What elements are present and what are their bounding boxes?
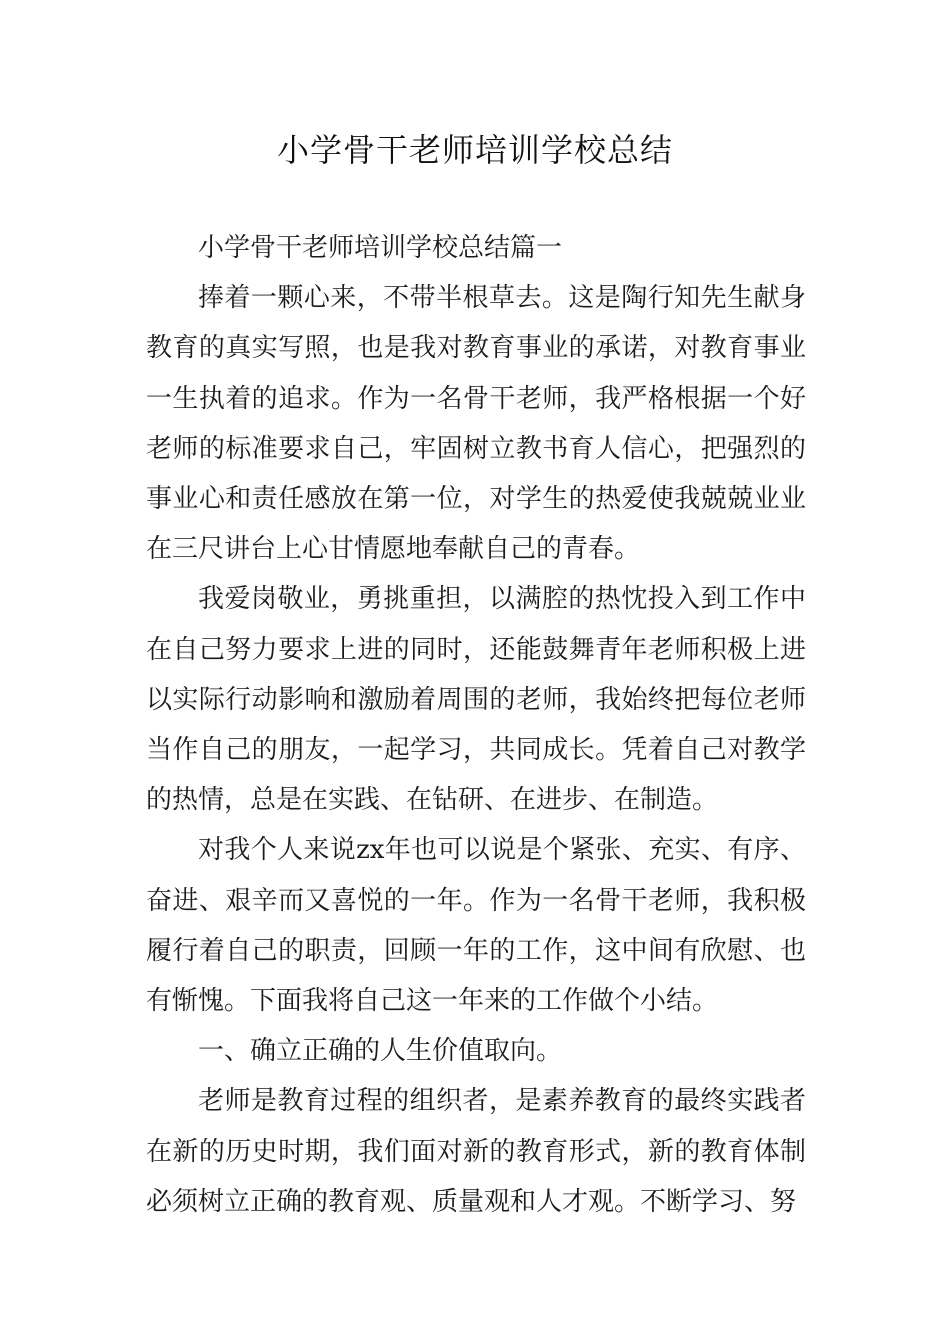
paragraph-1: 捧着一颗心来，不带半根草去。这是陶行知先生献身教育的真实写照，也是我对教育事业的承诺，对教育事业一生执着的追求。作为一名骨干老师，我严格根据一个好老师的标准要求自己，牢固树立教书育人信心，把强烈的事业心和责任感放在第一位，对学生的热爱使我兢兢业业在三尺讲台上心甘情愿地奉献自己的青春。 xyxy=(146,283,806,565)
paragraph-3: 对我个人来说zx年也可以说是个紧张、充实、有序、奋进、艰辛而又喜悦的一年。作为一名骨干老师，我积极履行着自己的职责，回顾一年的工作，这中间有欣慰、也有惭愧。下面我将自己这一年来的工作做个小结。 xyxy=(146,835,806,1017)
paragraph-4: 老师是教育过程的组织者，是素养教育的最终实践者在新的历史时期，我们面对新的教育形式，新的教育体制必须树立正确的教育观、质量观和人才观。不断学习、努 xyxy=(146,1086,806,1217)
section-subtitle: 小学骨干老师培训学校总结篇一 xyxy=(198,233,563,263)
document-title: 小学骨干老师培训学校总结 xyxy=(276,131,673,169)
section-heading-1: 一、确立正确的人生价值取向。 xyxy=(198,1036,563,1067)
document-body xyxy=(146,223,806,1227)
paragraph-2: 我爱岗敬业，勇挑重担，以满腔的热忱投入到工作中在自己努力要求上进的同时，还能鼓舞青年老师积极上进以实际行动影响和激励着周围的老师，我始终把每位老师当作自己的朋友，一起学习，共同成长。凭着自己对教学的热情，总是在实践、在钻研、在进步、在制造。 xyxy=(146,584,806,816)
